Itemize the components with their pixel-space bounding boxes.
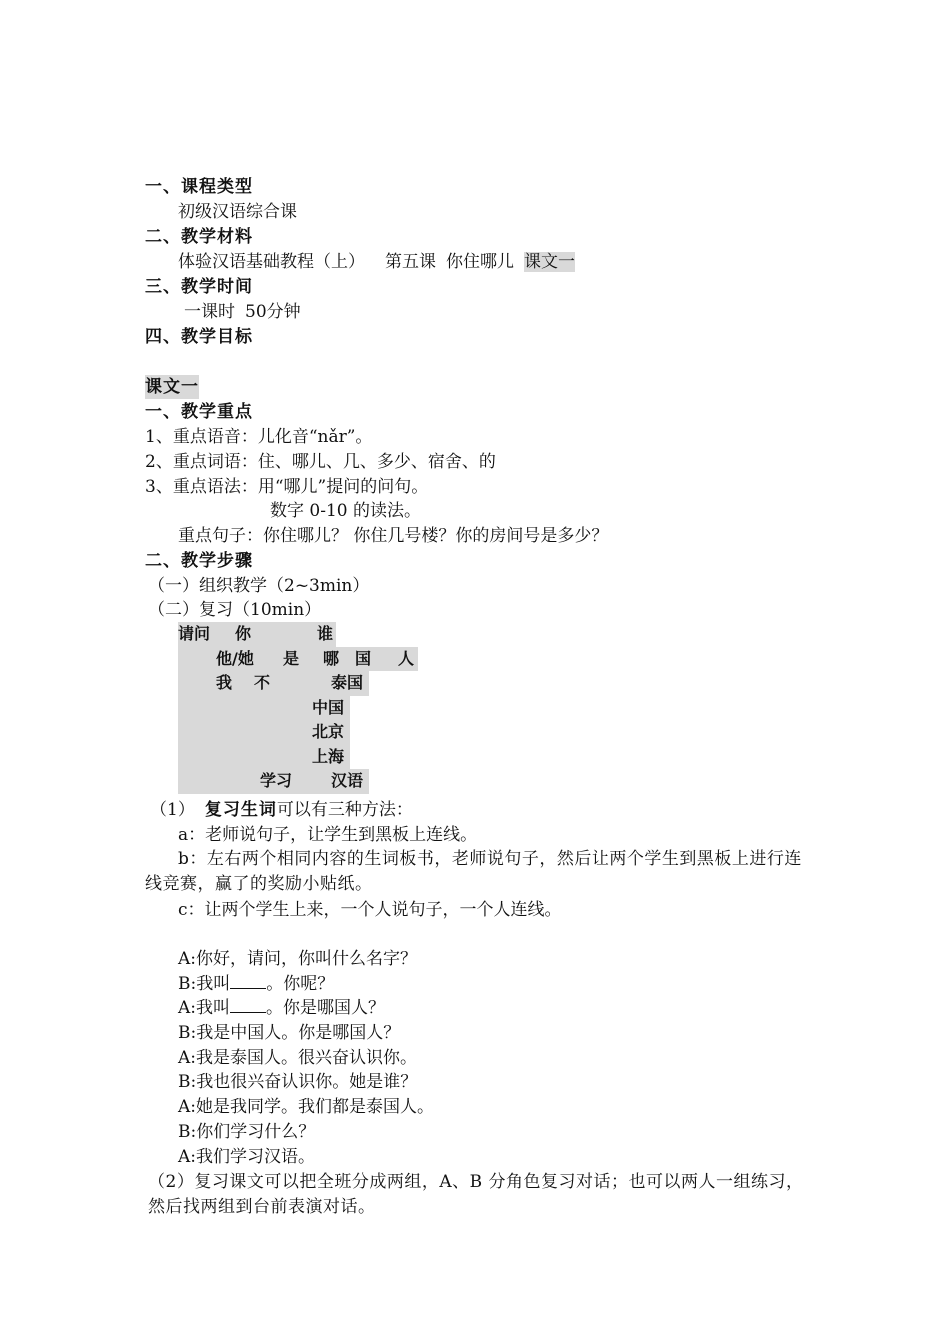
grid-cell: 他/她 xyxy=(216,648,254,668)
focus-pronunciation: 1、重点语音：儿化音“nǎr”。 xyxy=(145,427,373,447)
grid-cell: 我 xyxy=(216,673,233,692)
course-type-value: 初级汉语综合课 xyxy=(178,202,297,222)
focus-words: 2、重点词语：住、哪儿、几、多少、宿舍、的 xyxy=(145,452,496,472)
grid-cell: 人 xyxy=(398,648,415,668)
dialogue-line: A:我们学习汉语。 xyxy=(178,1147,316,1167)
step-organize: （一）组织教学（2~3min） xyxy=(148,576,370,596)
grid-cell: 汉语 xyxy=(331,771,364,790)
materials-section-highlight: 课文一 xyxy=(524,252,575,272)
heading-objectives: 四、教学目标 xyxy=(145,327,253,347)
dialogue-line: B:你们学习什么？ xyxy=(178,1122,316,1142)
method-a: a：老师说句子，让学生到黑板上连线。 xyxy=(178,825,478,845)
methods-lead: （1） 复习生词可以有三种方法： xyxy=(150,800,413,820)
review-vocabulary-grid xyxy=(178,622,418,798)
dialogue-line: A:我是泰国人。很兴奋认识你。 xyxy=(178,1048,418,1068)
time-value: 一课时 50分钟 xyxy=(184,302,301,322)
dialogue-line: A:我叫 。你是哪国人？ xyxy=(178,998,386,1018)
materials-value: 体验汉语基础教程（上） 第五课 你住哪儿 课文一 xyxy=(178,252,575,272)
grid-cell: 哪 xyxy=(323,648,340,668)
grid-cell: 泰国 xyxy=(331,673,364,692)
focus-sentences: 重点句子：你住哪儿？ 你住几号楼？你的房间号是多少？ xyxy=(178,526,609,546)
grid-cell: 谁 xyxy=(317,624,334,643)
heading-time: 三、教学时间 xyxy=(145,277,253,297)
section-title: 课文一 xyxy=(145,377,199,397)
grid-cell: 不 xyxy=(254,673,271,692)
focus-grammar-numbers: 数字 0-10 的读法。 xyxy=(270,501,421,521)
grid-cell: 你 xyxy=(235,624,252,643)
method-c: c：让两个学生上来，一个人说句子，一个人连线。 xyxy=(178,900,562,920)
dialogue-line: B:我叫 。你呢？ xyxy=(178,974,335,994)
heading-materials: 二、教学材料 xyxy=(145,227,253,247)
heading-focus: 一、教学重点 xyxy=(145,402,253,422)
dialogue-line: A:你好，请问，你叫什么名字？ xyxy=(178,949,418,969)
dialogue-line: B:我是中国人。你是哪国人？ xyxy=(178,1023,401,1043)
dialogue-line: A:她是我同学。我们都是泰国人。 xyxy=(178,1097,435,1117)
grid-cell: 北京 xyxy=(312,722,345,741)
dialogue-line: B:我也很兴奋认识你。她是谁？ xyxy=(178,1072,418,1092)
grid-cell: 请问 xyxy=(178,624,211,643)
heading-course-type: 一、课程类型 xyxy=(145,177,253,197)
grid-cell: 是 xyxy=(283,648,300,668)
grid-cell: 上海 xyxy=(312,746,345,766)
heading-steps: 二、教学步骤 xyxy=(145,551,253,571)
step-review: （二）复习（10min） xyxy=(148,600,322,620)
focus-grammar: 3、重点语法：用“哪儿”提问的问句。 xyxy=(145,477,429,497)
grid-cell: 国 xyxy=(355,648,372,668)
method-b: b：左右两个相同内容的生词板书，老师说句子，然后让两个学生到黑板上进行连线竞赛，赢了的奖励小贴纸。 xyxy=(145,849,802,894)
grid-cell: 中国 xyxy=(312,697,345,717)
review-text-paragraph: （2）复习课文可以把全班分成两组，A、B 分角色复习对话；也可以两人一组练习，然后找两组到台前表演对话。 xyxy=(148,1172,804,1217)
grid-cell: 学习 xyxy=(260,771,293,790)
